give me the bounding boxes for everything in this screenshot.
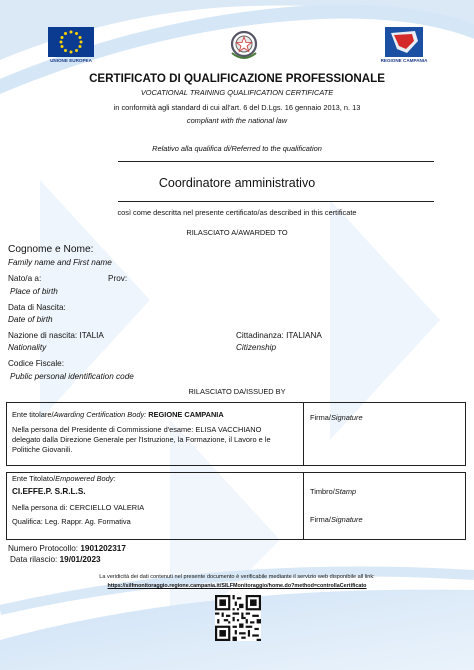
relative-qualification-text: Relativo alla qualifica di/Referred to the qualification	[152, 144, 322, 153]
awarding-body-label: Ente titolare/	[12, 410, 54, 419]
empowered-body-line	[12, 474, 116, 483]
certificate-title: CERTIFICATO DI QUALIFICAZIONE PROFESSIONALE	[89, 72, 385, 85]
signature-label: Firma/	[310, 413, 331, 422]
verification-text: La veridicità dei dati contenuti nel presente documento è verificabile mediante il servizio web disponibile all link:	[99, 574, 375, 580]
awarding-body-name: REGIONE CAMPANIA	[148, 410, 224, 419]
birthplace-label-en: Place of birth	[10, 287, 58, 296]
box2-divider	[303, 472, 304, 540]
signature-field-1	[310, 413, 363, 422]
regione-campania-logo	[385, 27, 423, 57]
stamp-label-en: Stamp	[334, 487, 357, 496]
dob-label: Data di Nascita:	[8, 303, 66, 312]
issue-date-label: Data rilascio:	[10, 555, 58, 564]
delegation-line: delegato dalla Direzione Generale per l'Istruzione, la Formazione, il Lavoro e le	[12, 435, 271, 444]
region-logo-caption: REGIONE CAMPANIA	[380, 58, 428, 63]
signature-label-2: Firma/	[310, 515, 331, 524]
awarding-body-line	[12, 410, 224, 419]
representative-line: Nella persona di: CERCIELLO VALERIA	[12, 503, 145, 512]
dob-label-en: Date of birth	[8, 315, 53, 324]
signature-label-en: Signature	[330, 413, 363, 422]
president-line: Nella persona del Presidente di Commissione d'esame: ELISA VACCHIANO	[12, 425, 262, 434]
issue-date-line	[10, 555, 101, 564]
name-label-en: Family name and First name	[8, 258, 112, 267]
qr-code-icon[interactable]	[215, 595, 261, 641]
certificate-subtitle: VOCATIONAL TRAINING QUALIFICATION CERTIFICATE	[140, 88, 334, 97]
divider-bottom	[118, 201, 434, 202]
tax-code-label: Codice Fiscale:	[8, 359, 64, 368]
qualification-name: Coordinatore amministrativo	[158, 176, 316, 190]
awarded-to-label: RILASCIATO A/AWARDED TO	[186, 228, 288, 237]
divider-top	[118, 161, 434, 162]
stamp-label: Timbro/	[310, 487, 335, 496]
issue-date: 19/01/2023	[59, 555, 101, 564]
birthplace-label: Nato/a a:	[8, 274, 42, 283]
province-label: Prov:	[108, 274, 128, 283]
issued-by-label: RILASCIATO DA/ISSUED BY	[188, 387, 286, 396]
birth-nation-label-en: Nationality	[8, 343, 47, 352]
policies-line: Politiche Giovanili.	[12, 445, 73, 454]
citizenship-label-en: Citizenship	[236, 343, 277, 352]
stamp-field	[310, 487, 356, 496]
empowered-body-label: Ente Titolato/	[12, 474, 56, 483]
tax-code-label-en: Public personal identification code	[10, 372, 134, 381]
signature-label-en-2: Signature	[330, 515, 363, 524]
birth-nation-label: Nazione di nascita: ITALIA	[8, 331, 104, 340]
citizenship-label: Cittadinanza: ITALIANA	[236, 331, 322, 340]
eu-logo-caption: UNIONE EUROPEA	[50, 58, 92, 63]
verification-link[interactable]: https://silfmonitoraggio.regione.campania.it/SILFMonitoraggio/home.do?method=controllaCertificato	[107, 583, 367, 589]
empowered-body-name: CI.EFFE.P. S.R.L.S.	[12, 487, 86, 496]
protocol-number-label: Numero Protocollo:	[8, 544, 79, 553]
signature-field-2	[310, 515, 363, 524]
compliant-text: compliant with the national law	[186, 116, 288, 125]
awarding-body-label-en: Awarding Certification Body:	[53, 410, 147, 419]
role-line: Qualifica: Leg. Rappr. Ag. Formativa	[12, 517, 131, 526]
name-label: Cognome e Nome:	[8, 244, 94, 255]
eu-flag-logo	[48, 27, 94, 57]
italian-republic-emblem-icon	[228, 27, 260, 61]
empowered-body-label-en: Empowered Body:	[55, 474, 116, 483]
qualification-description: così come descritta nel presente certificato/as described in this certificate	[117, 208, 357, 217]
protocol-number: 1901202317	[80, 544, 126, 553]
conformity-text: in conformità agli standard di cui all'art. 6 del D.Lgs. 16 gennaio 2013, n. 13	[113, 103, 361, 112]
protocol-number-line	[8, 544, 126, 553]
box1-divider	[303, 402, 304, 466]
